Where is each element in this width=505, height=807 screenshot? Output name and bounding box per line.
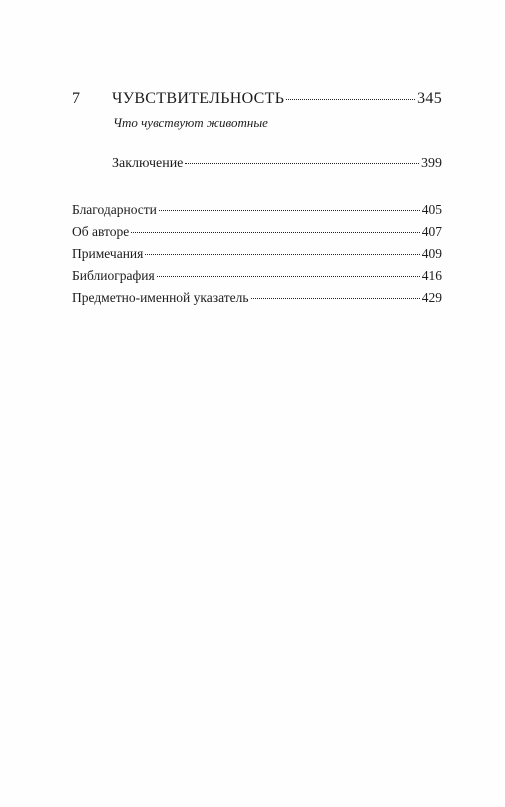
dot-leader xyxy=(286,99,415,100)
entry-title: Примечания xyxy=(72,246,144,261)
dot-leader xyxy=(157,276,420,277)
chapter-title: ЧУВСТВИТЕЛЬНОСТЬ xyxy=(112,90,285,107)
toc-entry-about-author[interactable] xyxy=(72,224,442,240)
entry-title: Об авторе xyxy=(72,224,130,239)
dot-leader xyxy=(131,232,420,233)
dot-leader xyxy=(185,163,419,164)
entry-title: Библиография xyxy=(72,268,155,283)
entry-page-number: 416 xyxy=(421,268,442,283)
toc-conclusion-entry[interactable] xyxy=(112,156,442,172)
conclusion-page-number: 399 xyxy=(421,156,442,171)
entry-page-number: 409 xyxy=(421,246,442,261)
chapter-page-number: 345 xyxy=(417,90,442,107)
toc-chapter-entry[interactable] xyxy=(112,90,442,108)
toc-entry-bibliography[interactable] xyxy=(72,268,442,284)
dot-leader xyxy=(159,210,420,211)
toc-entry-notes[interactable] xyxy=(72,246,442,262)
entry-page-number: 405 xyxy=(421,202,442,217)
entry-page-number: 429 xyxy=(421,290,442,305)
toc-entry-index[interactable] xyxy=(72,290,442,306)
chapter-number: 7 xyxy=(72,90,80,107)
entry-page-number: 407 xyxy=(421,224,442,239)
dot-leader xyxy=(145,254,419,255)
conclusion-title: Заключение xyxy=(112,156,184,171)
toc-entry-acknowledgements[interactable] xyxy=(72,202,442,218)
entry-title: Благодарности xyxy=(72,202,157,217)
entry-title: Предметно-именной указатель xyxy=(72,290,249,305)
dot-leader xyxy=(251,298,420,299)
chapter-subtitle: Что чувствуют животные xyxy=(113,115,268,130)
